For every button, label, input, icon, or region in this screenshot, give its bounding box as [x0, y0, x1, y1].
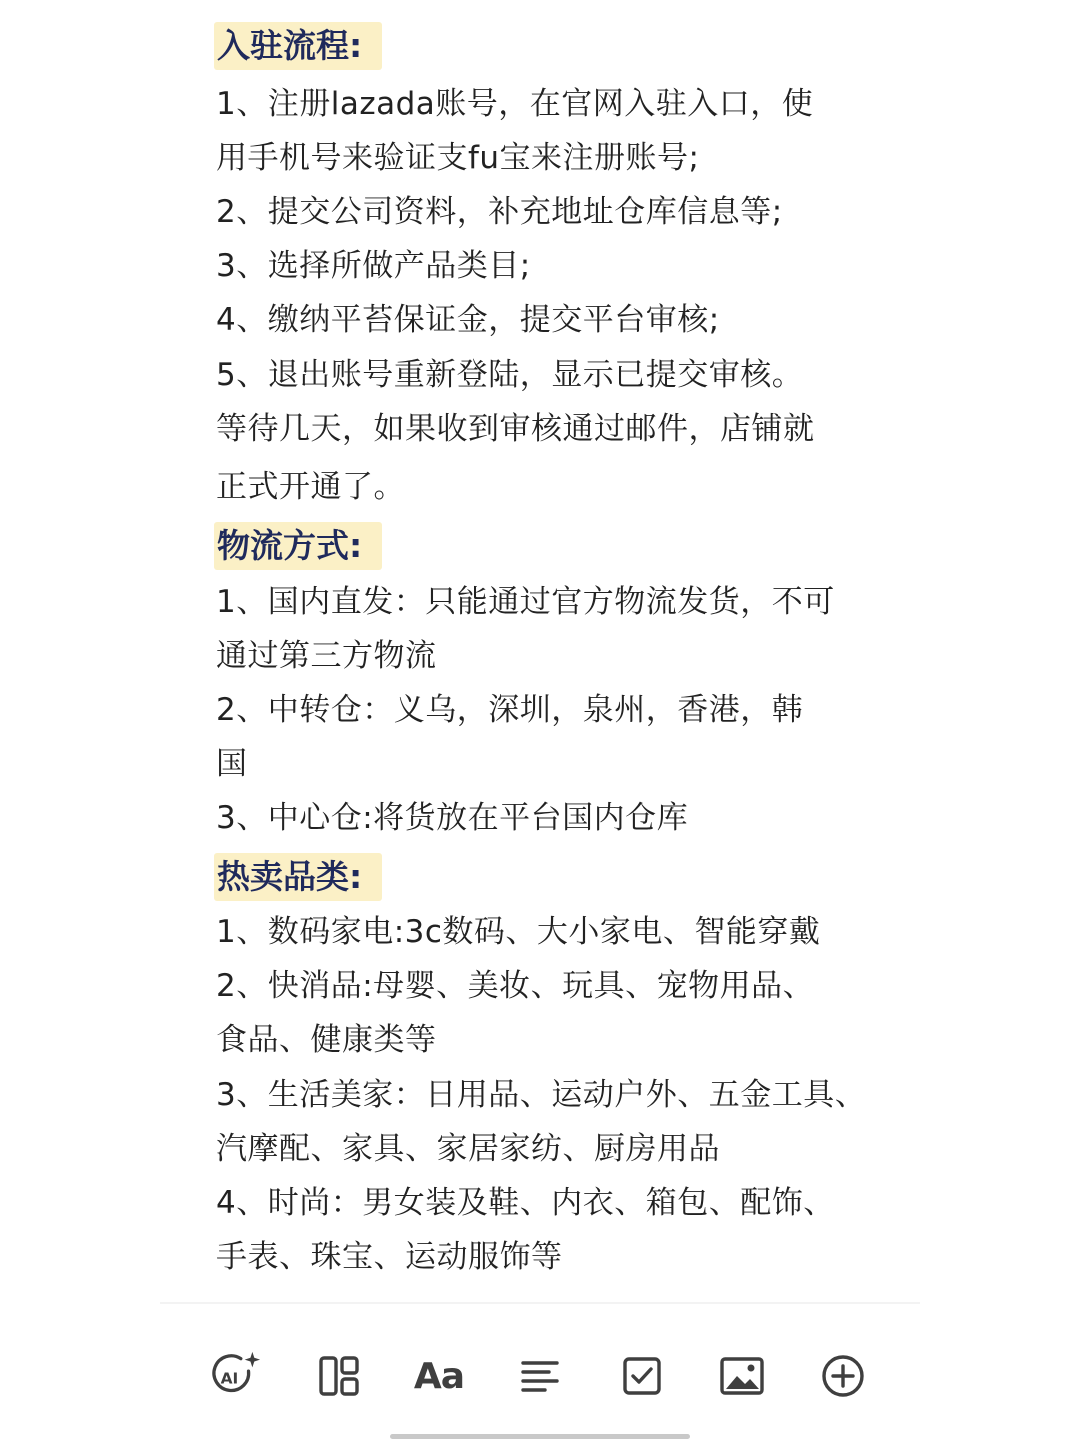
- note-line: 3、生活美家：日用品、运动户外、五金工具、: [216, 1077, 867, 1113]
- align-text-icon: [519, 1355, 561, 1397]
- section-heading-hot-categories: 热卖品类:: [214, 853, 382, 901]
- note-line: 1、数码家电:3c数码、大小家电、智能穿戴: [216, 914, 821, 950]
- note-line: 5、退出账号重新登陆，显示已提交审核。: [216, 357, 804, 393]
- insert-image-button[interactable]: [716, 1350, 768, 1402]
- note-line: 1、注册lazada账号，在官网入驻入口，使: [216, 86, 814, 122]
- note-line: 2、快消品:母婴、美妆、玩具、宠物用品、: [216, 968, 815, 1004]
- note-line: 正式开通了。: [216, 469, 405, 505]
- checklist-button[interactable]: [616, 1350, 668, 1402]
- section-heading-onboarding: 入驻流程:: [214, 22, 382, 70]
- image-icon: [719, 1355, 765, 1397]
- font-style-button[interactable]: [413, 1350, 465, 1402]
- add-button[interactable]: [817, 1350, 869, 1402]
- section-heading-logistics: 物流方式:: [214, 522, 382, 570]
- note-line: 汽摩配、家具、家居家纺、厨房用品: [216, 1131, 720, 1167]
- note-line: 国: [216, 746, 248, 782]
- ai-sparkle-icon: [210, 1349, 262, 1403]
- align-button[interactable]: [514, 1350, 566, 1402]
- note-line: 3、中心仓:将货放在平台国内仓库: [216, 800, 689, 836]
- note-line: 3、选择所做产品类目;: [216, 248, 531, 284]
- add-circle-icon: [820, 1353, 866, 1399]
- note-line: 食品、健康类等: [216, 1022, 437, 1058]
- home-indicator[interactable]: [390, 1434, 690, 1439]
- checkbox-icon: [621, 1355, 663, 1397]
- font-aa-icon: Aa: [413, 1355, 465, 1397]
- ai-assistant-button[interactable]: [210, 1350, 262, 1402]
- note-line: 4、缴纳平苔保证金，提交平台审核;: [216, 302, 720, 338]
- note-line: 2、中转仓：义乌，深圳，泉州，香港，韩: [216, 692, 804, 728]
- layout-button[interactable]: [313, 1350, 365, 1402]
- note-line: 4、时尚：男女装及鞋、内衣、箱包、配饰、: [216, 1185, 835, 1221]
- layout-grid-icon: [317, 1354, 361, 1398]
- note-line: 2、提交公司资料，补充地址仓库信息等;: [216, 194, 783, 230]
- ai-icon-label: AI: [220, 1369, 239, 1388]
- note-line: 通过第三方物流: [216, 638, 437, 674]
- note-line: 用手机号来验证支fu宝来注册账号;: [216, 140, 700, 176]
- note-line: 1、国内直发：只能通过官方物流发货，不可: [216, 584, 835, 620]
- toolbar-divider: [160, 1302, 920, 1304]
- note-line: 手表、珠宝、运动服饰等: [216, 1239, 563, 1275]
- note-line: 等待几天，如果收到审核通过邮件，店铺就: [216, 411, 815, 447]
- editor-toolbar: [0, 1340, 1080, 1410]
